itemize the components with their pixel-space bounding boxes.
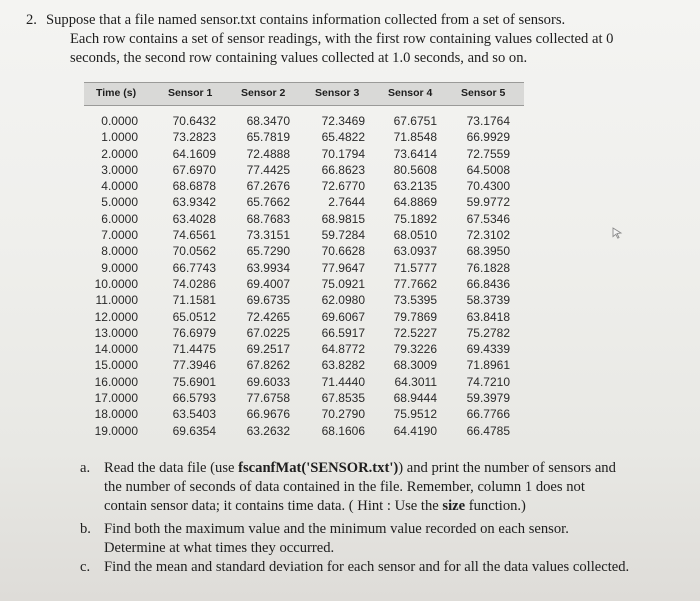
sensor-2-cell: 67.2676 [246, 179, 290, 194]
sensor-1-cell: 71.4475 [172, 342, 216, 357]
sensor-3-cell: 72.3469 [321, 114, 365, 128]
sensor-1-cell: 74.6561 [172, 228, 216, 243]
sensor-5-cell: 66.9929 [466, 130, 510, 145]
header-sensor-3: Sensor 3 [315, 87, 360, 99]
sensor-4-cell: 72.5227 [393, 325, 437, 340]
time-cell: 5.0000 [101, 195, 138, 210]
time-cell: 15.0000 [94, 358, 138, 373]
sensor-2-cell: 72.4265 [246, 309, 290, 324]
sensor-1-cell: 73.2823 [172, 130, 216, 145]
sensor-5-cell: 59.3979 [466, 391, 510, 406]
header-sensor-2: Sensor 2 [241, 87, 286, 99]
sensor-5-cell: 71.8961 [466, 358, 510, 373]
size-function-name: size [442, 498, 466, 514]
sensor-2-cell: 68.7683 [246, 211, 290, 226]
sensor-3-cell: 68.1606 [321, 423, 365, 438]
question-c-line-1: Find the mean and standard deviation for each sensor and for all the data values collected. [104, 559, 630, 575]
sensor-4-cell: 75.1892 [393, 211, 437, 226]
problem-text-line-3: seconds, the second row containing values collected at 1.0 seconds, and so on. [70, 50, 528, 66]
sensor-4-cell: 79.3226 [393, 342, 437, 357]
sensor-4-cell: 64.8869 [393, 195, 437, 210]
header-sensor-4: Sensor 4 [388, 87, 433, 99]
time-cell: 7.0000 [101, 228, 138, 243]
time-cell: 12.0000 [94, 309, 138, 324]
sensor-4-cell: 73.6414 [393, 146, 437, 161]
question-c-label: c. [80, 559, 91, 575]
sensor-2-cell: 63.2632 [246, 423, 290, 438]
sensor-3-cell: 72.6770 [321, 179, 365, 194]
sensor-1-cell: 65.0512 [172, 309, 216, 324]
sensor-5-cell: 64.5008 [466, 162, 510, 177]
sensor-5-cell: 73.1764 [466, 114, 510, 128]
time-cell: 8.0000 [101, 244, 138, 259]
sensor-1-cell: 77.3946 [172, 358, 216, 373]
sensor-3-cell: 66.5917 [321, 325, 365, 340]
sensor-2-cell: 65.7290 [246, 244, 290, 259]
sensor-1-cell: 70.0562 [172, 244, 216, 259]
time-cell: 0.0000 [101, 114, 138, 128]
table-header-row [84, 82, 524, 106]
header-time: Time (s) [96, 87, 137, 99]
sensor-2-cell: 69.6735 [246, 293, 290, 308]
time-cell: 16.0000 [94, 374, 138, 389]
sensor-1-cell: 71.1581 [172, 293, 216, 308]
sensor-5-cell: 66.8436 [466, 276, 510, 291]
sensor-4-cell: 71.5777 [393, 260, 437, 275]
sensor-2-cell: 63.9934 [246, 260, 290, 275]
sensor-2-cell: 72.4888 [246, 146, 290, 161]
problem-text-line-2: Each row contains a set of sensor readings, with the first row containing values collected at 0 [70, 31, 614, 47]
sensor-5-cell: 70.4300 [466, 179, 510, 194]
sensor-3-cell: 70.6628 [321, 244, 365, 259]
sensor-3-cell: 59.7284 [321, 228, 365, 243]
question-b-line-1: Find both the maximum value and the minimum value recorded on each sensor. [104, 521, 569, 537]
sensor-1-cell: 75.6901 [172, 374, 216, 389]
sensor-5-cell: 76.1828 [466, 260, 510, 275]
sensor-1-cell: 63.5403 [172, 407, 216, 422]
sensor-2-cell: 67.8262 [246, 358, 290, 373]
sensor-3-cell: 70.1794 [321, 146, 365, 161]
sensor-2-cell: 69.6033 [246, 374, 290, 389]
time-cell: 1.0000 [101, 130, 138, 145]
sensor-3-cell: 64.8772 [321, 342, 365, 357]
sensor-4-cell: 64.3011 [394, 374, 437, 389]
question-a-line-2: the number of seconds of data contained in the file. Remember, column 1 does not [104, 479, 585, 495]
time-cell: 17.0000 [94, 391, 138, 406]
sensor-1-cell: 63.9342 [172, 195, 216, 210]
time-cell: 14.0000 [94, 342, 138, 357]
sensor-3-cell: 63.8282 [321, 358, 365, 373]
mouse-cursor-icon [610, 226, 624, 240]
sensor-1-cell: 67.6970 [172, 162, 216, 177]
header-sensor-1: Sensor 1 [168, 87, 213, 99]
sensor-1-cell: 64.1609 [172, 146, 216, 161]
sensor-4-cell: 75.9512 [393, 407, 437, 422]
sensor-5-cell: 72.7559 [466, 146, 510, 161]
sensor-2-cell: 67.0225 [246, 325, 290, 340]
sensor-2-cell: 77.4425 [246, 162, 290, 177]
sensor-2-cell: 65.7819 [246, 130, 290, 145]
time-cell: 13.0000 [94, 325, 138, 340]
sensor-4-cell: 73.5395 [393, 293, 437, 308]
sensor-1-cell: 66.7743 [172, 260, 216, 275]
sensor-1-cell: 63.4028 [172, 211, 216, 226]
sensor-5-cell: 67.5346 [466, 211, 510, 226]
sensor-4-cell: 77.7662 [393, 276, 437, 291]
time-cell: 11.0000 [95, 293, 138, 308]
question-b-label: b. [80, 521, 91, 537]
sensor-5-cell: 74.7210 [466, 374, 510, 389]
problem-text-line-1: Suppose that a file named sensor.txt contains information collected from a set of sensors. [46, 12, 566, 28]
sensor-4-cell: 63.0937 [393, 244, 437, 259]
sensor-2-cell: 69.4007 [246, 276, 290, 291]
sensor-4-cell: 63.2135 [393, 179, 437, 194]
question-a-label: a. [80, 460, 91, 476]
sensor-3-cell: 66.8623 [321, 162, 365, 177]
time-cell: 6.0000 [101, 211, 138, 226]
time-cell: 2.0000 [101, 146, 138, 161]
sensor-1-cell: 76.6979 [172, 325, 216, 340]
header-sensor-5: Sensor 5 [461, 87, 506, 99]
sensor-5-cell: 69.4339 [466, 342, 510, 357]
sensor-5-cell: 68.3950 [466, 244, 510, 259]
question-b-line-2: Determine at what times they occurred. [104, 540, 335, 556]
sensor-4-cell: 68.9444 [393, 391, 437, 406]
sensor-3-cell: 68.9815 [321, 211, 365, 226]
sensor-4-cell: 64.4190 [393, 423, 437, 438]
time-cell: 3.0000 [101, 162, 138, 177]
sensor-3-cell: 71.4440 [321, 374, 365, 389]
sensor-2-cell: 69.2517 [246, 342, 290, 357]
time-cell: 4.0000 [101, 179, 138, 194]
sensor-4-cell: 67.6751 [393, 114, 437, 128]
sensor-3-cell: 69.6067 [321, 309, 365, 324]
sensor-3-cell: 67.8535 [321, 391, 365, 406]
sensor-5-cell: 63.8418 [466, 309, 510, 324]
sensor-4-cell: 68.0510 [393, 228, 437, 243]
sensor-3-cell: 75.0921 [321, 276, 365, 291]
fscanfmat-command: fscanfMat('SENSOR.txt') [238, 460, 399, 476]
sensor-2-cell: 77.6758 [246, 391, 290, 406]
sensor-5-cell: 66.7766 [466, 407, 510, 422]
time-cell: 9.0000 [101, 260, 138, 275]
sensor-3-cell: 65.4822 [321, 130, 365, 145]
sensor-5-cell: 58.3739 [466, 293, 510, 308]
sensor-4-cell: 79.7869 [393, 309, 437, 324]
sensor-2-cell: 65.7662 [246, 195, 290, 210]
time-cell: 19.0000 [94, 423, 138, 438]
problem-number: 2. [26, 12, 37, 28]
sensor-1-cell: 66.5793 [172, 391, 216, 406]
sensor-3-cell: 2.7644 [328, 195, 365, 210]
sensor-1-cell: 74.0286 [172, 276, 216, 291]
sensor-1-cell: 69.6354 [172, 423, 216, 438]
sensor-5-cell: 59.9772 [466, 195, 510, 210]
sensor-3-cell: 62.0980 [321, 293, 365, 308]
sensor-5-cell: 72.3102 [466, 228, 510, 243]
sensor-2-cell: 73.3151 [246, 228, 290, 243]
sensor-4-cell: 71.8548 [393, 130, 437, 145]
sensor-5-cell: 66.4785 [466, 423, 510, 438]
sensor-1-cell: 70.6432 [172, 114, 216, 128]
time-cell: 18.0000 [94, 407, 138, 422]
sensor-3-cell: 77.9647 [321, 260, 365, 275]
time-cell: 10.0000 [94, 276, 138, 291]
sensor-3-cell: 70.2790 [321, 407, 365, 422]
question-a-line-3: contain sensor data; it contains time data. ( Hint : Use the size function.) [104, 498, 526, 514]
sensor-5-cell: 75.2782 [466, 325, 510, 340]
sensor-4-cell: 80.5608 [393, 162, 437, 177]
sensor-1-cell: 68.6878 [172, 179, 216, 194]
sensor-4-cell: 68.3009 [393, 358, 437, 373]
question-a-line-1: Read the data file (use fscanfMat('SENSOR.txt')) and print the number of sensors and [104, 460, 616, 476]
sensor-2-cell: 66.9676 [246, 407, 290, 422]
sensor-2-cell: 68.3470 [246, 114, 290, 128]
